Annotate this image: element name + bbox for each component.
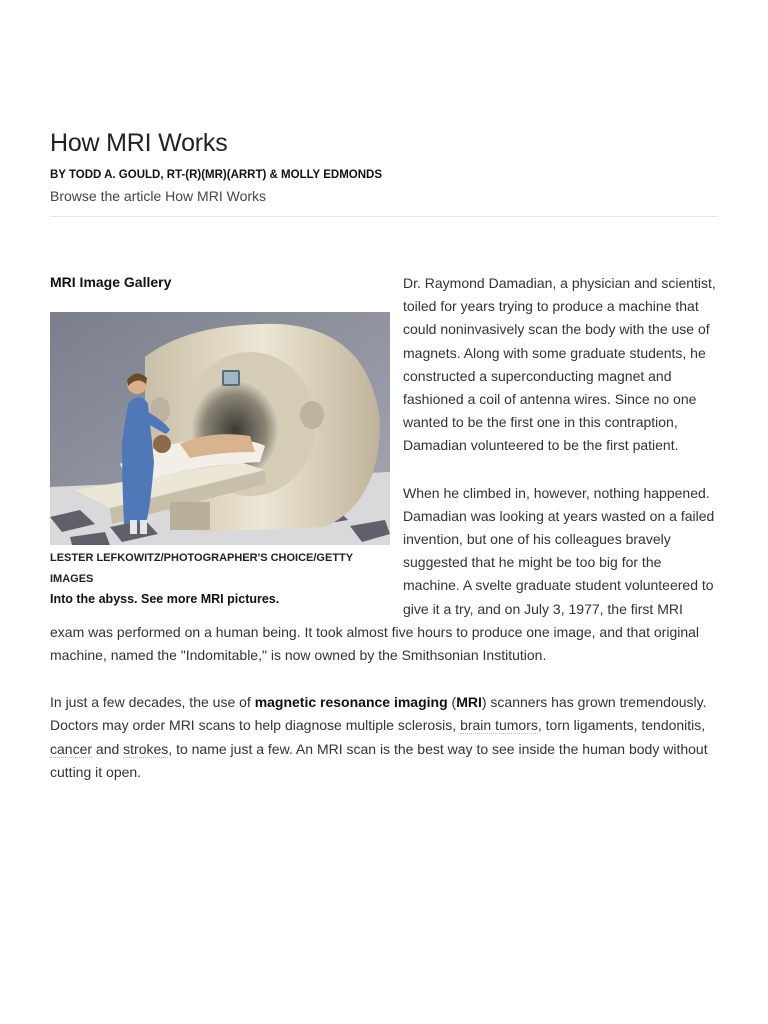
link-cancer[interactable]: cancer xyxy=(50,740,93,757)
paragraph-3-text-f: , to name just a few. An MRI scan is the best way to see inside the human body without cutting it open. xyxy=(50,740,708,780)
photo-caption-text[interactable]: Into the abyss. See more MRI pictures. xyxy=(50,592,280,606)
browse-article-link[interactable]: Browse the article How MRI Works xyxy=(50,188,267,204)
header-divider xyxy=(50,216,718,217)
page-title: How MRI Works xyxy=(50,129,228,157)
paragraph-2: When he climbed in, however, nothing happened. Damadian was looking at years wasted on a failed invention, but one of his colleagues bravely suggested that he might be too big for the machine. A svelte graduate student volunteered to give it a try, and on July 3, 1977, the first MRI exam was performed on a human being. It took almost five hours to produce one image, and that original machine, named the "Indomitable," is now owned by the Smithsonian Institution. xyxy=(50,484,715,664)
image-gallery xyxy=(50,272,390,608)
paragraph-3-text-e: and xyxy=(92,740,124,757)
gallery-title[interactable]: MRI Image Gallery xyxy=(50,274,172,290)
paragraph-3-text-c: ) scanners has grown tremendously. Doctors may order MRI scans to help diagnose multiple sclerosis, xyxy=(50,694,707,734)
term-magnetic-resonance-imaging: magnetic resonance imaging xyxy=(254,694,448,711)
paragraph-3 xyxy=(50,691,718,784)
article-header xyxy=(50,128,718,205)
paragraph-3-text-a: In just a few decades, the use of xyxy=(50,694,255,711)
byline: BY TODD A. GOULD, RT-(R)(MR)(ARRT) & MOLLY EDMONDS xyxy=(50,169,382,181)
paragraph-3-text-b: ( xyxy=(447,694,457,711)
photo-caption xyxy=(50,590,390,608)
article-body xyxy=(50,272,718,808)
link-strokes[interactable]: strokes xyxy=(123,740,169,757)
mri-scanner-photo[interactable] xyxy=(50,312,390,545)
photo-credit: LESTER LEFKOWITZ/PHOTOGRAPHER'S CHOICE/GETTY IMAGES xyxy=(50,552,353,585)
paragraph-1: Dr. Raymond Damadian, a physician and scientist, toiled for years trying to produce a machine that could noninvasively scan the body with the use of magnets. Along with some graduate students, he constructed a superconducting magnet and fashioned a coil of antenna wires. Since no one wanted to be the first one in this contraption, Damadian volunteered to be the first patient. xyxy=(403,275,716,454)
paragraph-3-text-d: , torn ligaments, tendonitis, xyxy=(537,717,706,734)
link-brain-tumors[interactable]: brain tumors xyxy=(460,717,538,734)
term-mri: MRI xyxy=(456,694,482,711)
